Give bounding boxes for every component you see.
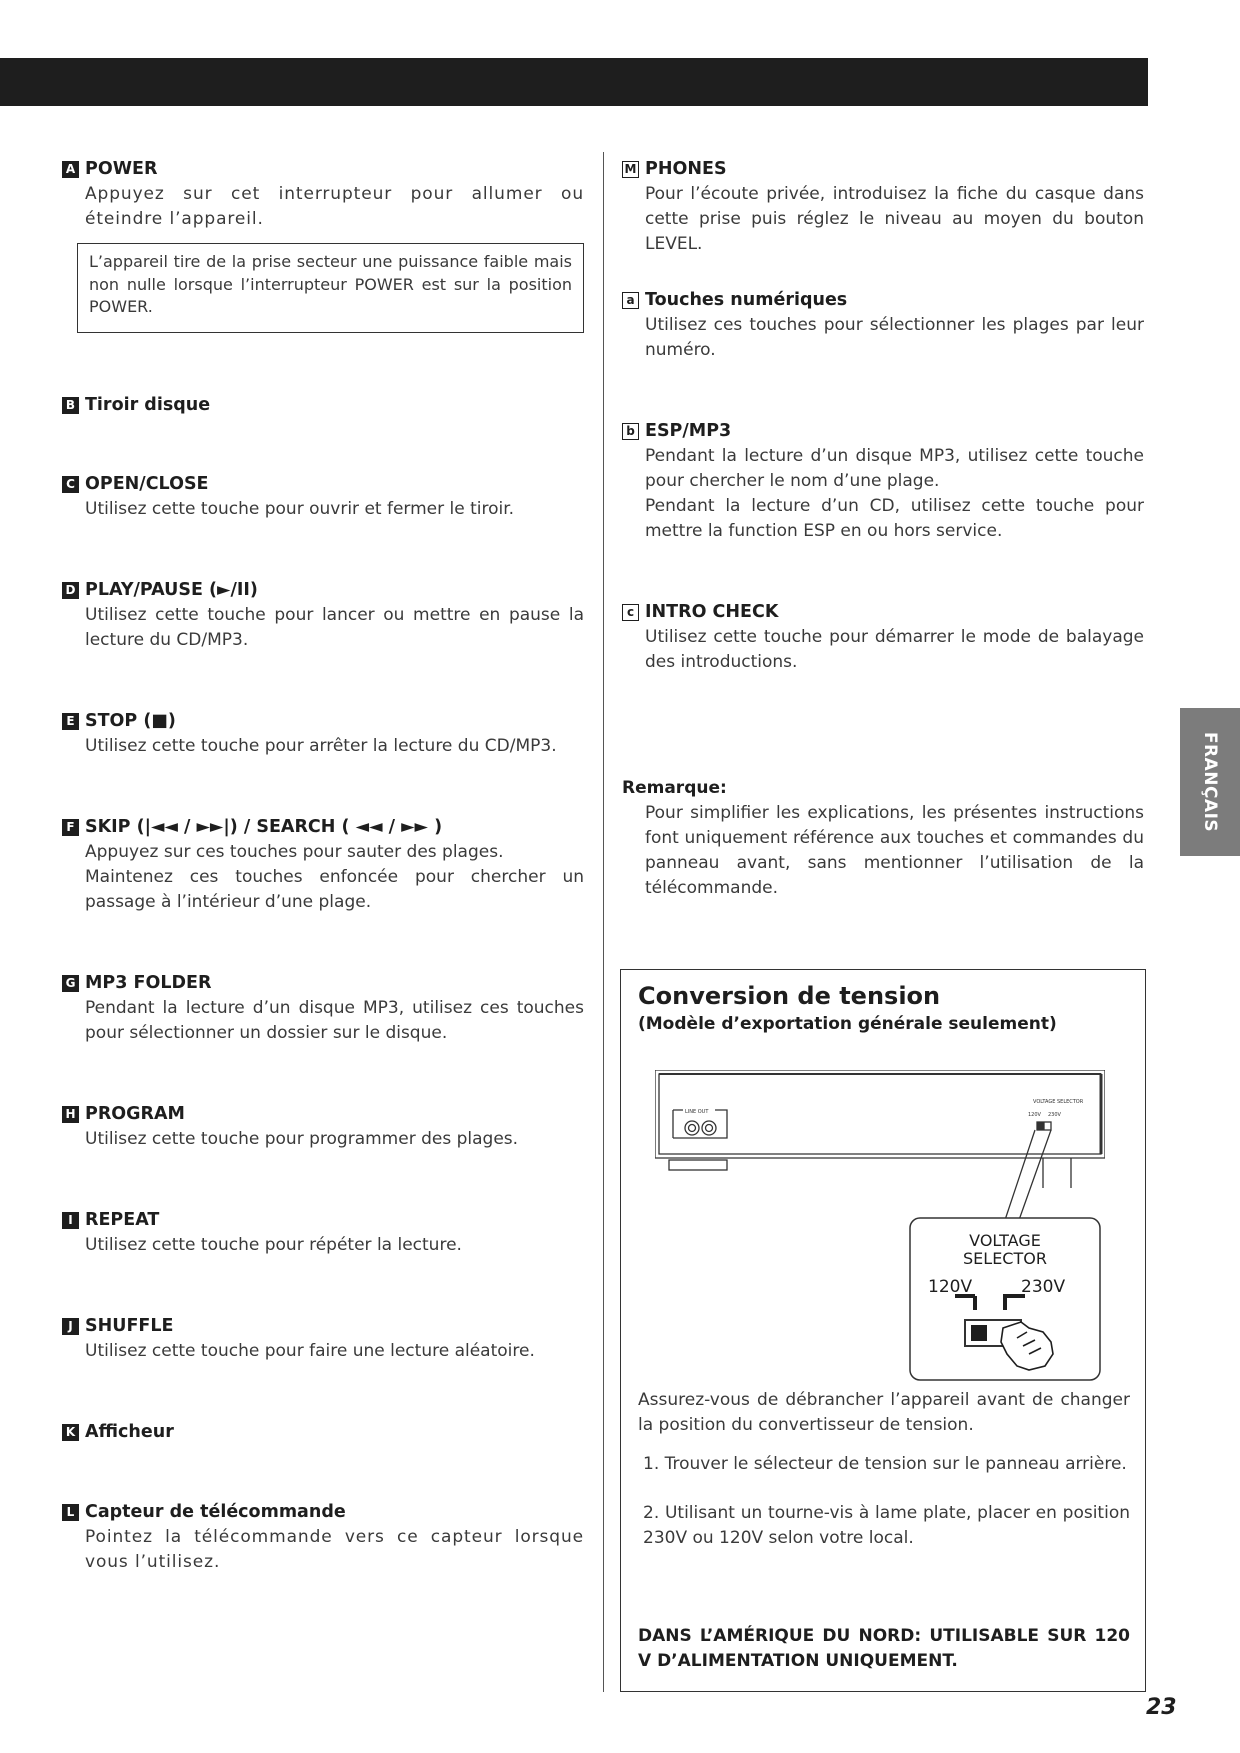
- badge: M: [622, 161, 639, 178]
- conversion-subtitle: (Modèle d’exportation générale seulement): [638, 1014, 1057, 1034]
- callout-title-line-1: VOLTAGE: [969, 1231, 1041, 1250]
- item-title: PLAY/PAUSE (►/II): [85, 580, 258, 600]
- badge: F: [62, 819, 79, 836]
- badge: H: [62, 1106, 79, 1123]
- badge: I: [62, 1212, 79, 1229]
- item-skip-search: [62, 815, 584, 915]
- item-desc: Appuyez sur cet interrupteur pour allumer ou éteindre l’appareil.: [85, 184, 584, 229]
- remark: [622, 776, 1144, 901]
- item-program: [62, 1102, 584, 1152]
- page-number: 23: [1146, 1695, 1177, 1720]
- conversion-warning: DANS L’AMÉRIQUE DU NORD: UTILISABLE SUR 120 V D’ALIMENTATION UNIQUEMENT.: [638, 1626, 1130, 1671]
- badge: B: [62, 397, 79, 414]
- item-repeat: [62, 1208, 584, 1258]
- item-title: REPEAT: [85, 1210, 160, 1230]
- item-title: Afficheur: [85, 1422, 174, 1442]
- item-title: SHUFFLE: [85, 1316, 174, 1336]
- callout-230v-label: 230V: [1021, 1277, 1066, 1297]
- device-rear-panel: [655, 1070, 1105, 1188]
- item-desc-2: Pendant la lecture d’un CD, utilisez cette touche pour mettre la function ESP en ou hors service.: [645, 496, 1144, 541]
- language-label: FRANÇAIS: [1200, 731, 1221, 833]
- voltage-conversion-box: [620, 969, 1146, 1692]
- remark-title: Remarque:: [622, 778, 727, 798]
- small-selector-label: VOLTAGE SELECTOR: [1033, 1099, 1084, 1105]
- item-desc: Utilisez cette touche pour répéter la lecture.: [85, 1235, 462, 1255]
- language-tab: [1180, 708, 1240, 856]
- item-title: Capteur de télécommande: [85, 1502, 346, 1522]
- callout-120v-label: 120V: [928, 1277, 973, 1297]
- header-bar: [0, 58, 1148, 106]
- item-title: POWER: [85, 159, 158, 179]
- conversion-step-1: 1. Trouver le sélecteur de tension sur le panneau arrière.: [643, 1454, 1127, 1474]
- item-desc: Utilisez cette touche pour arrêter la lecture du CD/MP3.: [85, 736, 557, 756]
- badge: A: [62, 161, 79, 178]
- item-open-close: [62, 472, 584, 522]
- callout-title-line-2: SELECTOR: [963, 1249, 1047, 1268]
- switch-knob: [971, 1325, 987, 1341]
- power-note: L’appareil tire de la prise secteur une puissance faible mais non nulle lorsque l’interrupteur POWER est sur la position POWER.: [77, 243, 584, 333]
- item-play-pause: [62, 578, 584, 653]
- conversion-title: Conversion de tension: [638, 982, 941, 1010]
- item-desc: Utilisez cette touche pour programmer des plages.: [85, 1129, 519, 1149]
- item-esp-mp3: [622, 419, 1144, 544]
- item-remote-sensor: [62, 1500, 584, 1575]
- item-mp3-folder: [62, 971, 584, 1046]
- item-title: Touches numériques: [645, 290, 848, 310]
- item-numeric-keys: [622, 288, 1144, 363]
- item-disc-tray: [62, 393, 584, 418]
- item-desc: Utilisez cette touche pour démarrer le mode de balayage des introductions.: [645, 627, 1144, 672]
- small-120v-label: 120V: [1028, 1112, 1041, 1118]
- item-desc: Pendant la lecture d’un disque MP3, utilisez ces touches pour sélectionner un dossier sur le disque.: [85, 998, 584, 1043]
- item-title: PROGRAM: [85, 1104, 185, 1124]
- item-desc: Pour l’écoute privée, introduisez la fiche du casque dans cette prise puis réglez le niveau au moyen du bouton LEVEL.: [645, 184, 1144, 254]
- item-title: Tiroir disque: [85, 395, 211, 415]
- conversion-intro: Assurez-vous de débrancher l’appareil avant de changer la position du convertisseur de tension.: [638, 1390, 1130, 1435]
- badge: a: [622, 292, 639, 309]
- item-desc: Utilisez ces touches pour sélectionner les plages par leur numéro.: [645, 315, 1144, 360]
- voltage-selector-diagram: [655, 1070, 1105, 1396]
- item-desc: Utilisez cette touche pour ouvrir et fermer le tiroir.: [85, 499, 515, 519]
- item-display: [62, 1420, 584, 1445]
- item-desc: Appuyez sur ces touches pour sauter des plages.: [85, 842, 504, 862]
- badge: G: [62, 975, 79, 992]
- item-title: PHONES: [645, 159, 727, 179]
- badge: J: [62, 1318, 79, 1335]
- line-out-label: LINE OUT: [685, 1109, 709, 1115]
- item-title: SKIP (|◄◄ / ►►|) / SEARCH ( ◄◄ / ►► ): [85, 817, 443, 837]
- item-title: INTRO CHECK: [645, 602, 779, 622]
- item-title: MP3 FOLDER: [85, 973, 212, 993]
- badge: L: [62, 1504, 79, 1521]
- item-desc-2: Maintenez ces touches enfoncée pour chercher un passage à l’intérieur d’une plage.: [85, 867, 584, 912]
- column-divider: [603, 152, 604, 1692]
- item-desc: Pendant la lecture d’un disque MP3, utilisez cette touche pour chercher le nom d’une plage.: [645, 446, 1144, 491]
- item-title: STOP (■): [85, 711, 176, 731]
- item-phones: [622, 157, 1144, 257]
- item-power: [62, 157, 584, 232]
- item-desc: Utilisez cette touche pour lancer ou mettre en pause la lecture du CD/MP3.: [85, 605, 584, 650]
- item-desc: Utilisez cette touche pour faire une lecture aléatoire.: [85, 1341, 535, 1361]
- badge: E: [62, 713, 79, 730]
- badge: b: [622, 423, 639, 440]
- item-title: OPEN/CLOSE: [85, 474, 209, 494]
- item-shuffle: [62, 1314, 584, 1364]
- small-230v-label: 230V: [1048, 1112, 1061, 1118]
- badge: C: [62, 476, 79, 493]
- item-intro-check: [622, 600, 1144, 675]
- item-title: ESP/MP3: [645, 421, 732, 441]
- item-desc: Pointez la télécommande vers ce capteur lorsque vous l’utilisez.: [85, 1527, 584, 1572]
- badge: K: [62, 1424, 79, 1441]
- item-stop: [62, 709, 584, 759]
- badge: D: [62, 582, 79, 599]
- badge: c: [622, 604, 639, 621]
- remark-text: Pour simplifier les explications, les présentes instructions font uniquement référence aux touches et commandes du panneau avant, sans mentionner l’utilisation de la télécommande.: [645, 803, 1144, 898]
- conversion-step-2: 2. Utilisant un tourne-vis à lame plate, placer en position 230V ou 120V selon votre local.: [643, 1503, 1130, 1548]
